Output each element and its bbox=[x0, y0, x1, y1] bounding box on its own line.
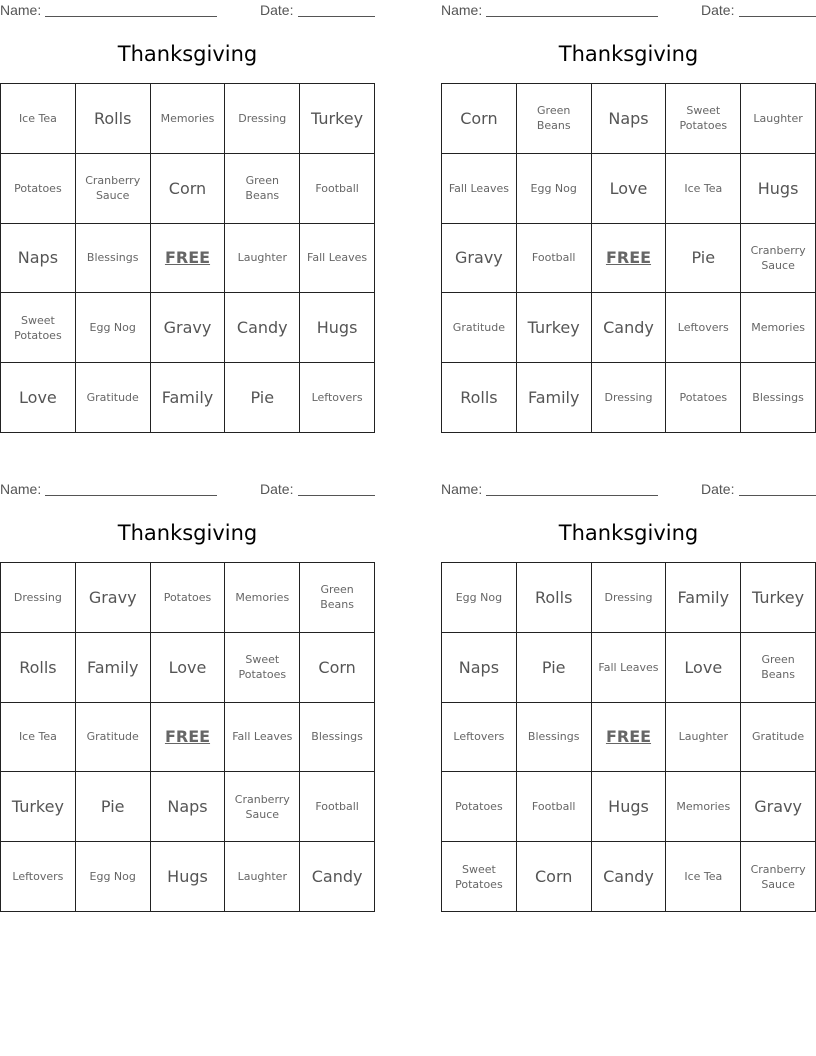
date-label: Date: bbox=[701, 2, 735, 18]
bingo-cell: Ice Tea bbox=[666, 842, 741, 912]
date-line bbox=[298, 495, 375, 496]
bingo-cell: Laughter bbox=[666, 703, 741, 773]
bingo-cell: Gratitude bbox=[741, 703, 816, 773]
bingo-cell: Love bbox=[151, 633, 226, 703]
card-header bbox=[0, 481, 375, 499]
bingo-cell: Cranberry Sauce bbox=[741, 842, 816, 912]
name-line bbox=[45, 495, 217, 496]
bingo-cell: Sweet Potatoes bbox=[1, 293, 76, 363]
date-line bbox=[739, 16, 816, 17]
bingo-cell: Cranberry Sauce bbox=[76, 154, 151, 224]
name-line bbox=[486, 16, 658, 17]
bingo-cell: Ice Tea bbox=[666, 154, 741, 224]
bingo-cell: Corn bbox=[151, 154, 226, 224]
bingo-cell: Candy bbox=[592, 842, 667, 912]
bingo-cell: Love bbox=[592, 154, 667, 224]
bingo-cell: Football bbox=[517, 772, 592, 842]
bingo-cell: Football bbox=[300, 772, 375, 842]
bingo-grid bbox=[0, 83, 375, 433]
bingo-cell: Leftovers bbox=[300, 363, 375, 433]
free-space-cell: FREE bbox=[592, 703, 667, 773]
bingo-cell: Dressing bbox=[225, 84, 300, 154]
free-space-cell: FREE bbox=[151, 224, 226, 294]
bingo-cell: Football bbox=[300, 154, 375, 224]
bingo-cell: Green Beans bbox=[300, 563, 375, 633]
name-label: Name: bbox=[441, 481, 483, 497]
bingo-card bbox=[441, 0, 816, 440]
card-title: Thanksgiving bbox=[117, 42, 258, 66]
bingo-cell: Gravy bbox=[76, 563, 151, 633]
bingo-cell: Ice Tea bbox=[1, 703, 76, 773]
bingo-cell: Potatoes bbox=[1, 154, 76, 224]
name-line bbox=[486, 495, 658, 496]
bingo-cell: Gravy bbox=[151, 293, 226, 363]
bingo-cell: Cranberry Sauce bbox=[741, 224, 816, 294]
bingo-cell: Gravy bbox=[442, 224, 517, 294]
bingo-cell: Turkey bbox=[517, 293, 592, 363]
bingo-cell: Fall Leaves bbox=[592, 633, 667, 703]
name-label: Name: bbox=[0, 2, 42, 18]
date-line bbox=[298, 16, 375, 17]
bingo-cell: Hugs bbox=[741, 154, 816, 224]
bingo-cell: Leftovers bbox=[1, 842, 76, 912]
bingo-cell: Potatoes bbox=[442, 772, 517, 842]
bingo-cell: Turkey bbox=[300, 84, 375, 154]
bingo-cell: Pie bbox=[225, 363, 300, 433]
bingo-cell: Memories bbox=[666, 772, 741, 842]
bingo-cell: Leftovers bbox=[666, 293, 741, 363]
bingo-cell: Corn bbox=[442, 84, 517, 154]
bingo-cell: Green Beans bbox=[741, 633, 816, 703]
bingo-cell: Potatoes bbox=[666, 363, 741, 433]
bingo-cell: Egg Nog bbox=[442, 563, 517, 633]
bingo-cell: Rolls bbox=[76, 84, 151, 154]
card-title: Thanksgiving bbox=[558, 521, 699, 545]
bingo-cell: Pie bbox=[76, 772, 151, 842]
bingo-cell: Dressing bbox=[592, 563, 667, 633]
bingo-cell: Fall Leaves bbox=[442, 154, 517, 224]
bingo-cell: Green Beans bbox=[517, 84, 592, 154]
bingo-cell: Laughter bbox=[225, 224, 300, 294]
bingo-cell: Laughter bbox=[225, 842, 300, 912]
bingo-cell: Rolls bbox=[517, 563, 592, 633]
bingo-cell: Potatoes bbox=[151, 563, 226, 633]
card-title: Thanksgiving bbox=[117, 521, 258, 545]
card-header bbox=[441, 481, 816, 499]
bingo-cell: Leftovers bbox=[442, 703, 517, 773]
bingo-cell: Ice Tea bbox=[1, 84, 76, 154]
bingo-cell: Gratitude bbox=[442, 293, 517, 363]
bingo-cell: Sweet Potatoes bbox=[666, 84, 741, 154]
bingo-card bbox=[0, 0, 375, 440]
name-line bbox=[45, 16, 217, 17]
bingo-cell: Blessings bbox=[517, 703, 592, 773]
bingo-cell: Memories bbox=[151, 84, 226, 154]
bingo-cell: Pie bbox=[517, 633, 592, 703]
date-label: Date: bbox=[701, 481, 735, 497]
card-title: Thanksgiving bbox=[558, 42, 699, 66]
bingo-cell: Cranberry Sauce bbox=[225, 772, 300, 842]
bingo-cell: Turkey bbox=[741, 563, 816, 633]
bingo-cell: Corn bbox=[517, 842, 592, 912]
bingo-cell: Dressing bbox=[592, 363, 667, 433]
free-space-cell: FREE bbox=[592, 224, 667, 294]
bingo-cell: Green Beans bbox=[225, 154, 300, 224]
bingo-cell: Egg Nog bbox=[76, 842, 151, 912]
bingo-cell: Naps bbox=[592, 84, 667, 154]
bingo-cell: Sweet Potatoes bbox=[442, 842, 517, 912]
bingo-cell: Family bbox=[76, 633, 151, 703]
bingo-cell: Family bbox=[151, 363, 226, 433]
bingo-cell: Rolls bbox=[1, 633, 76, 703]
card-header bbox=[0, 2, 375, 20]
bingo-cell: Family bbox=[517, 363, 592, 433]
bingo-cell: Hugs bbox=[300, 293, 375, 363]
bingo-cell: Fall Leaves bbox=[300, 224, 375, 294]
card-header bbox=[441, 2, 816, 20]
bingo-cell: Love bbox=[1, 363, 76, 433]
bingo-cell: Blessings bbox=[741, 363, 816, 433]
bingo-cell: Naps bbox=[1, 224, 76, 294]
bingo-cell: Laughter bbox=[741, 84, 816, 154]
name-label: Name: bbox=[0, 481, 42, 497]
bingo-cell: Memories bbox=[225, 563, 300, 633]
bingo-grid bbox=[0, 562, 375, 912]
bingo-card bbox=[0, 479, 375, 919]
bingo-cell: Pie bbox=[666, 224, 741, 294]
bingo-cell: Dressing bbox=[1, 563, 76, 633]
bingo-card bbox=[441, 479, 816, 919]
bingo-cell: Gratitude bbox=[76, 703, 151, 773]
name-label: Name: bbox=[441, 2, 483, 18]
bingo-cell: Family bbox=[666, 563, 741, 633]
free-space-cell: FREE bbox=[151, 703, 226, 773]
bingo-cell: Candy bbox=[592, 293, 667, 363]
bingo-cell: Memories bbox=[741, 293, 816, 363]
bingo-cell: Gravy bbox=[741, 772, 816, 842]
date-line bbox=[739, 495, 816, 496]
bingo-cell: Sweet Potatoes bbox=[225, 633, 300, 703]
bingo-cell: Corn bbox=[300, 633, 375, 703]
date-label: Date: bbox=[260, 2, 294, 18]
bingo-cell: Candy bbox=[300, 842, 375, 912]
bingo-cell: Blessings bbox=[76, 224, 151, 294]
bingo-cell: Love bbox=[666, 633, 741, 703]
bingo-cell: Candy bbox=[225, 293, 300, 363]
bingo-cell: Egg Nog bbox=[76, 293, 151, 363]
bingo-cell: Egg Nog bbox=[517, 154, 592, 224]
bingo-cell: Turkey bbox=[1, 772, 76, 842]
date-label: Date: bbox=[260, 481, 294, 497]
bingo-grid bbox=[441, 83, 816, 433]
bingo-cell: Naps bbox=[151, 772, 226, 842]
bingo-cell: Rolls bbox=[442, 363, 517, 433]
bingo-cell: Fall Leaves bbox=[225, 703, 300, 773]
bingo-cell: Blessings bbox=[300, 703, 375, 773]
bingo-cell: Gratitude bbox=[76, 363, 151, 433]
bingo-cell: Hugs bbox=[151, 842, 226, 912]
bingo-cell: Football bbox=[517, 224, 592, 294]
bingo-grid bbox=[441, 562, 816, 912]
bingo-cell: Naps bbox=[442, 633, 517, 703]
bingo-cell: Hugs bbox=[592, 772, 667, 842]
